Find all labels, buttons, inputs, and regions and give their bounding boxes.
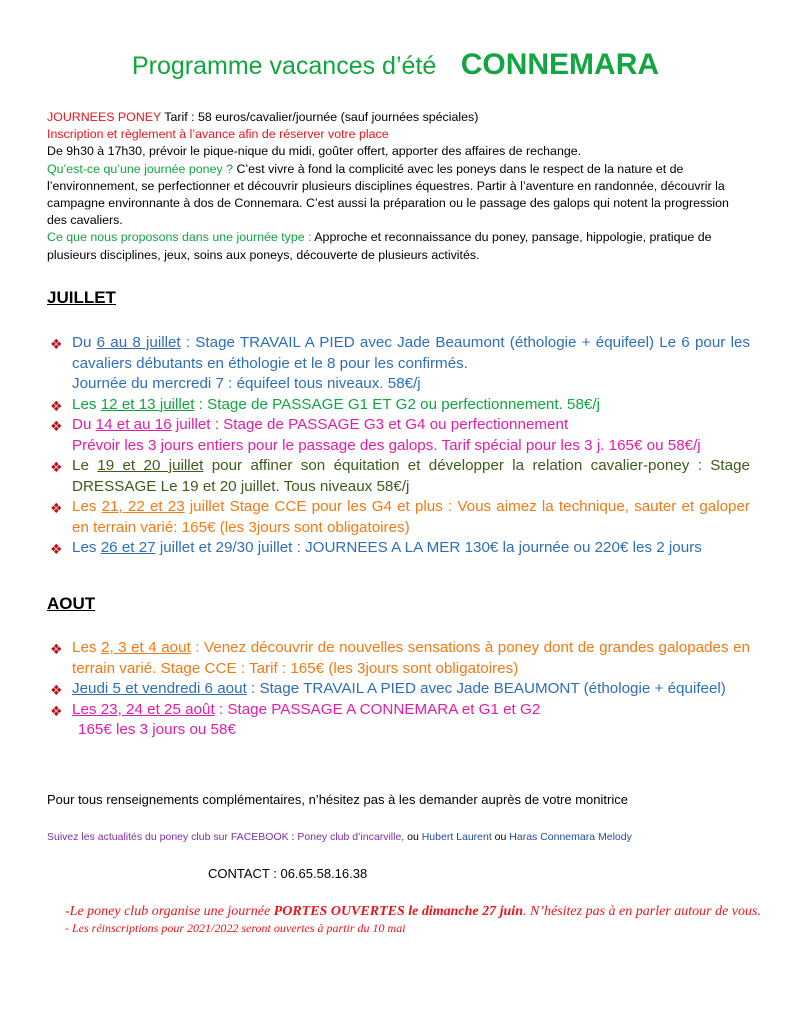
diamond-bullet-icon: ❖ <box>50 702 63 719</box>
separator: ou <box>404 831 422 843</box>
facebook-page-hubert-laurent[interactable]: Hubert Laurent <box>421 831 492 843</box>
diamond-bullet-icon: ❖ <box>50 641 63 657</box>
diamond-bullet-icon: ❖ <box>50 418 63 434</box>
item-date: 19 et 20 juillet <box>97 457 204 474</box>
list-item <box>50 456 750 497</box>
separator: ou <box>491 831 510 843</box>
item-text: pour affiner son équitation et développer la relation cavalier-poney : Stage DRESSAGE Le 19 et 20 juillet. Tous niveaux 58€/j <box>72 457 750 495</box>
aout-list <box>50 638 750 741</box>
note-highlight: PORTES OUVERTES le dimanche 27 juin <box>273 904 523 919</box>
juillet-heading: JUILLET <box>47 288 116 307</box>
item-date: Les 23, 24 et 25 août <box>72 700 215 718</box>
facebook-line <box>47 831 632 843</box>
item-date: 6 au 8 juillet <box>96 334 181 351</box>
list-item <box>50 333 750 395</box>
intro-tarif <box>47 109 752 126</box>
list-item <box>50 638 750 679</box>
definition-text: C’est vivre à fond la complicité avec les poneys dans le respect de la nature et de l’environnement, se perfectionner et découvrir plusieurs disciplines équestres. Partir à l’aventure en randonnée, découvrir la campagne environnante à dos de Connemara. C’est aussi la préparation ou le passage des galops qui notent la progression des cavaliers. <box>47 161 729 228</box>
diamond-bullet-icon: ❖ <box>50 336 63 352</box>
item-text: juillet et 29/30 juillet : JOURNEES A LA MER 130€ la journée ou 220€ les 2 jours <box>155 539 702 556</box>
list-item <box>50 415 750 456</box>
note-reinscriptions: - Les réinscriptions pour 2021/2022 seront ouvertes à partir du 10 mai <box>65 921 406 935</box>
separator: : <box>288 831 298 843</box>
item-text: Les <box>72 395 101 413</box>
tarif-text: Tarif : 58 euros/cavalier/journée (sauf journées spéciales) <box>161 110 479 124</box>
item-text: Les <box>72 498 102 515</box>
journee-type-text: Approche et reconnaissance du poney, pansage, hippologie, pratique de plusieurs disciplines, jeux, soins aux poneys, découverte de plusieurs activités. <box>47 230 712 262</box>
juillet-list <box>50 333 750 559</box>
intro-horaires: De 9h30 à 17h30, prévoir le pique-nique du midi, goûter offert, apporter des affaires de rechange. <box>47 144 582 159</box>
item-date: 2, 3 et 4 aout <box>101 639 191 656</box>
list-item <box>50 679 750 700</box>
note-portes-ouvertes <box>65 904 765 920</box>
intro-definition <box>47 161 752 230</box>
facebook-lead: Suivez les actualités du poney club sur FACEBOOK <box>47 831 289 843</box>
page-title <box>0 48 791 82</box>
contact-line: CONTACT : 06.65.58.16.38 <box>208 866 368 881</box>
aout-heading: AOUT <box>47 594 96 613</box>
item-text: Du <box>72 334 97 351</box>
title-main: Programme vacances d’été <box>131 52 437 80</box>
title-brand: CONNEMARA <box>460 48 660 81</box>
tarif-label: JOURNEES PONEY <box>47 110 162 124</box>
diamond-bullet-icon: ❖ <box>50 500 63 516</box>
item-text: Le <box>72 457 98 474</box>
item-text: Les <box>72 539 101 556</box>
item-text: Les <box>72 639 101 656</box>
item-date: 14 et au 16 <box>95 416 172 433</box>
list-item <box>50 497 750 538</box>
diamond-bullet-icon: ❖ <box>50 682 63 698</box>
item-text: : Stage TRAVAIL A PIED avec Jade Beaumont (éthologie + équifeel) Le 6 pour les cavaliers débutants en éthologie et le 8 pour les confirmés. <box>72 334 750 372</box>
item-text: : Stage de PASSAGE G1 ET G2 ou perfectionnement. 58€/j <box>194 395 600 413</box>
item-text: : Venez découvrir de nouvelles sensations à poney dont de grandes galopades en terrain varié. Stage CCE : Tarif : 165€ (les 3jours sont obligatoires) <box>72 639 750 677</box>
diamond-bullet-icon: ❖ <box>50 397 63 414</box>
list-item <box>50 538 750 559</box>
note-text: . N’hésitez pas à en parler autour de vous. <box>522 904 761 919</box>
item-text: 165€ les 3 jours ou 58€ <box>78 721 236 738</box>
item-date: Jeudi 5 et vendredi 6 aout <box>72 680 247 697</box>
item-text: Journée du mercredi 7 : équifeel tous niveaux. 58€/j <box>72 375 421 392</box>
notes-block <box>65 904 765 936</box>
intro-block <box>47 109 752 264</box>
diamond-bullet-icon: ❖ <box>50 459 63 475</box>
item-text: Du <box>72 416 96 433</box>
item-text: : Stage PASSAGE A CONNEMARA et G1 et G2 <box>214 700 541 718</box>
item-text: : Stage TRAVAIL A PIED avec Jade BEAUMONT (éthologie + équifeel) <box>246 680 726 697</box>
journee-type-label: Ce que nous proposons dans une journée type : <box>47 230 312 245</box>
item-date: 12 et 13 juillet <box>100 395 195 413</box>
diamond-bullet-icon: ❖ <box>50 541 63 557</box>
item-date: 26 et 27 <box>100 539 156 556</box>
facebook-page-poney-club[interactable]: Poney club d’incarville, <box>297 831 405 843</box>
intro-journee-type <box>47 229 752 263</box>
intro-inscription: Inscription et règlement à l’avance afin de réserver votre place <box>47 127 389 142</box>
item-text: juillet : Stage de PASSAGE G3 et G4 ou perfectionnement <box>171 416 569 433</box>
list-item <box>50 395 750 416</box>
list-item <box>50 700 750 741</box>
note-text: -Le poney club organise une journée <box>65 904 274 919</box>
facebook-page-haras[interactable]: Haras Connemara Melody <box>509 831 632 843</box>
definition-label: Qu’est-ce qu’une journée poney ? <box>47 161 233 176</box>
item-text: juillet Stage CCE pour les G4 et plus : Vous aimez la technique, sauter et galoper en terrain varié: 165€ (les 3jours sont obligatoires) <box>72 498 750 536</box>
item-text: Prévoir les 3 jours entiers pour le passage des galops. Tarif spécial pour les 3 j. 165€ ou 58€/j <box>72 436 701 454</box>
info-line: Pour tous renseignements complémentaires, n’hésitez pas à les demander auprès de votre monitrice <box>47 792 628 807</box>
item-date: 21, 22 et 23 <box>101 498 185 515</box>
